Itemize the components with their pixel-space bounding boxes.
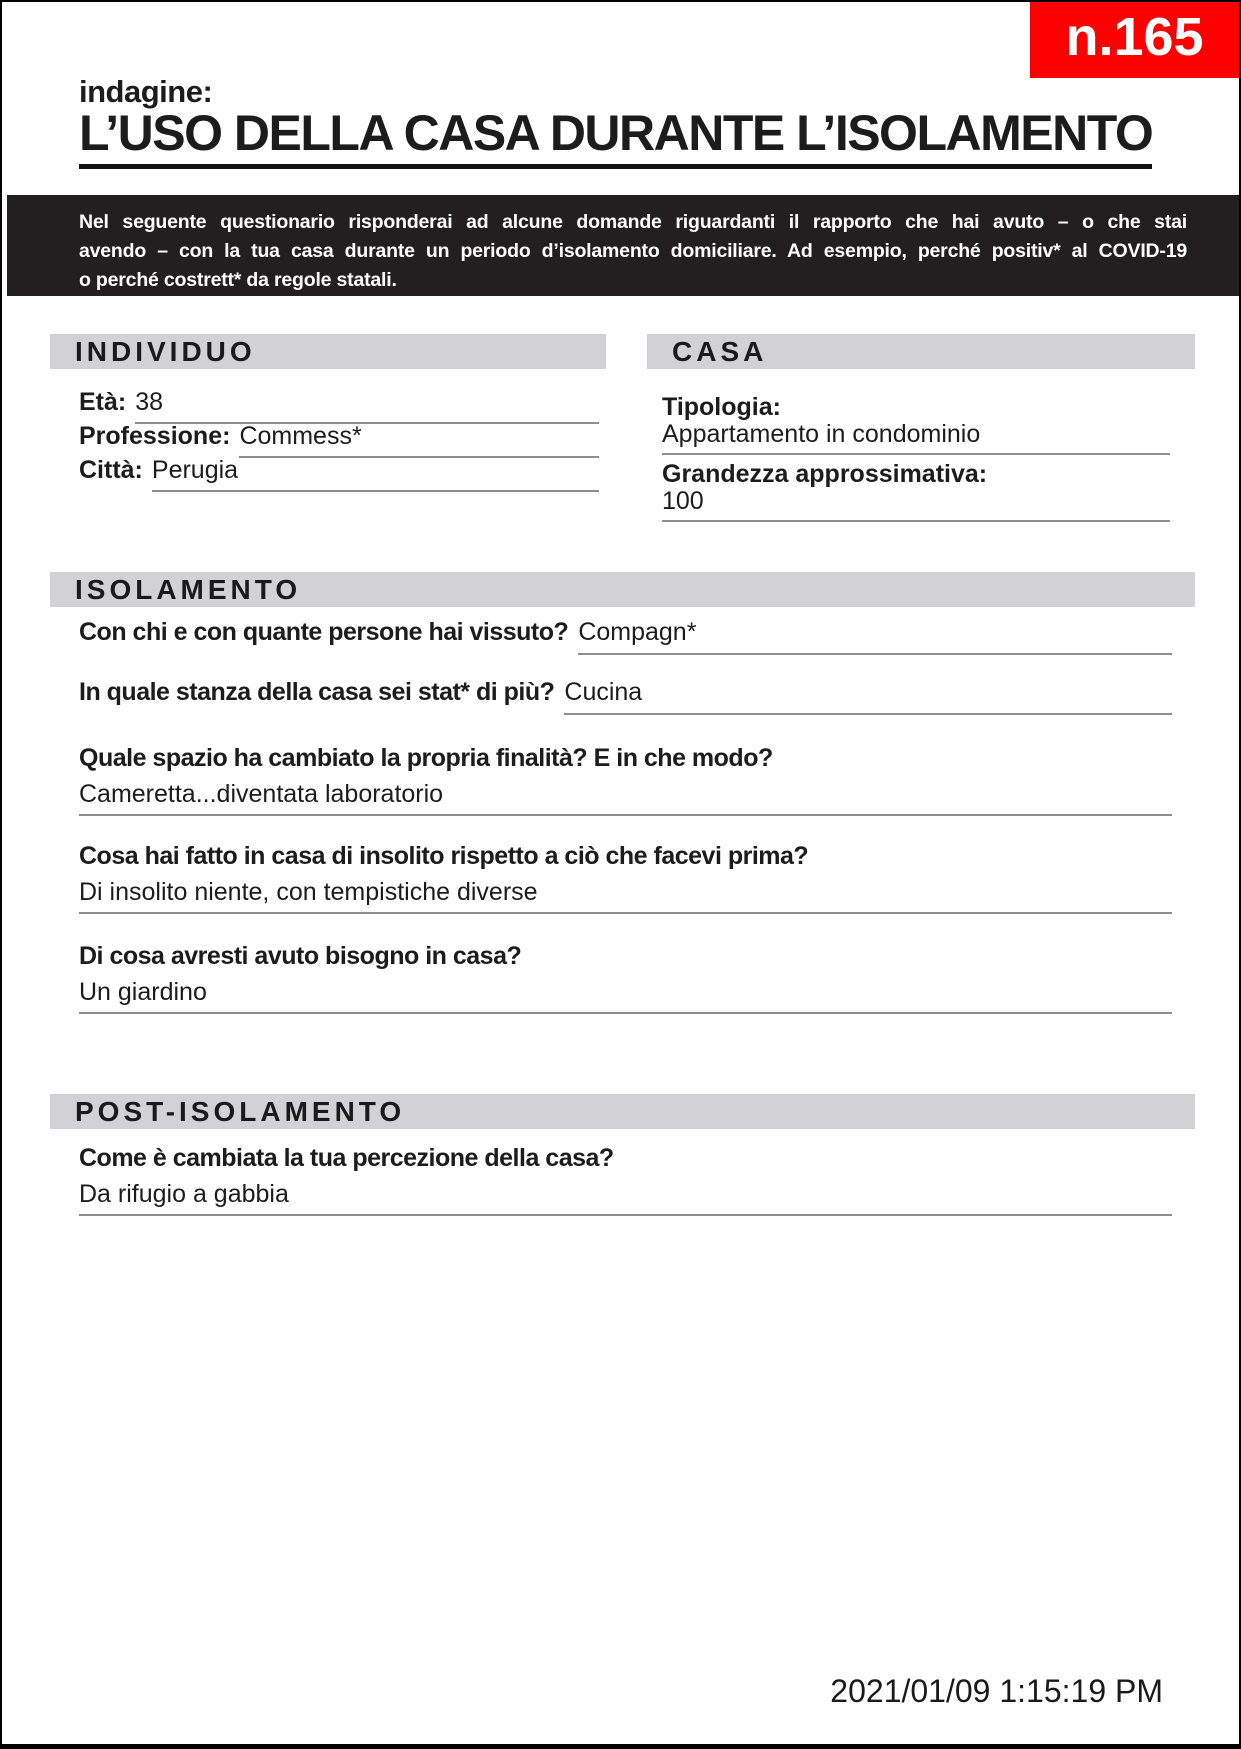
field-row-professione: [79, 422, 599, 456]
intro-banner: [7, 195, 1239, 296]
field-label: Grandezza approssimativa:: [662, 460, 988, 488]
field-label: Città:: [79, 456, 143, 484]
section-header-isolamento: ISOLAMENTO: [50, 572, 1195, 607]
answer-line: Cameretta...diventata laboratorio: [79, 775, 1172, 816]
answer-line: Da rifugio a gabbia: [79, 1175, 1172, 1216]
intro-line: o perché costrett* da regole statali.: [79, 269, 397, 291]
question-label: Con chi e con quante persone hai vissuto?: [79, 618, 569, 646]
answer-line: Un giardino: [79, 973, 1172, 1014]
survey-title: L’USO DELLA CASA DURANTE L’ISOLAMENTO: [79, 106, 1152, 169]
section-header-post-isolamento: POST-ISOLAMENTO: [50, 1094, 1195, 1129]
question-row-quale-spazio: [79, 742, 1172, 816]
intro-line: Nel seguente questionario risponderai ad alcune domande riguardanti il rapporto che hai avuto – o che stai: [79, 211, 1187, 233]
section-header-individuo: INDIVIDUO: [50, 334, 606, 369]
field-row-citta: [79, 456, 599, 490]
section-header-casa: CASA: [647, 334, 1195, 369]
timestamp: 2021/01/09 1:15:19 PM: [830, 1673, 1163, 1709]
question-row-percezione-casa: [79, 1142, 1172, 1216]
issue-number-badge: n.165: [1030, 2, 1239, 78]
question-label: Di cosa avresti avuto bisogno in casa?: [79, 942, 522, 970]
question-row-cosa-hai-fatto: [79, 840, 1172, 914]
question-row-di-cosa-avresti: [79, 940, 1172, 1014]
individuo-fields: [79, 388, 599, 490]
field-value-line: Appartamento in condominio: [662, 422, 1170, 455]
field-value-line: 38: [135, 388, 599, 424]
field-value-line: Commess*: [239, 422, 599, 458]
field-label: Professione:: [79, 422, 231, 450]
question-label: Quale spazio ha cambiato la propria finalità? E in che modo?: [79, 744, 773, 772]
field-row-eta: [79, 388, 599, 422]
question-label: In quale stanza della casa sei stat* di più?: [79, 678, 555, 706]
question-label: Cosa hai fatto in casa di insolito rispetto a ciò che facevi prima?: [79, 842, 809, 870]
answer-line: Cucina: [564, 678, 1172, 715]
question-row-quale-stanza: [79, 678, 1172, 715]
field-label: Età:: [79, 388, 127, 416]
answer-line: Compagn*: [578, 618, 1172, 655]
question-row-con-chi: [79, 618, 1172, 655]
casa-fields: [662, 388, 1170, 522]
intro-line: avendo – con la tua casa durante un periodo d’isolamento domiciliare. Ad esempio, perché positiv* al COVID-19: [79, 240, 1187, 262]
survey-kicker: indagine:: [79, 74, 213, 109]
answer-line: Di insolito niente, con tempistiche diverse: [79, 873, 1172, 914]
field-value-line: Perugia: [152, 456, 599, 492]
question-label: Come è cambiata la tua percezione della casa?: [79, 1144, 614, 1172]
field-value-line: 100: [662, 489, 1170, 522]
field-label: Tipologia:: [662, 393, 781, 421]
